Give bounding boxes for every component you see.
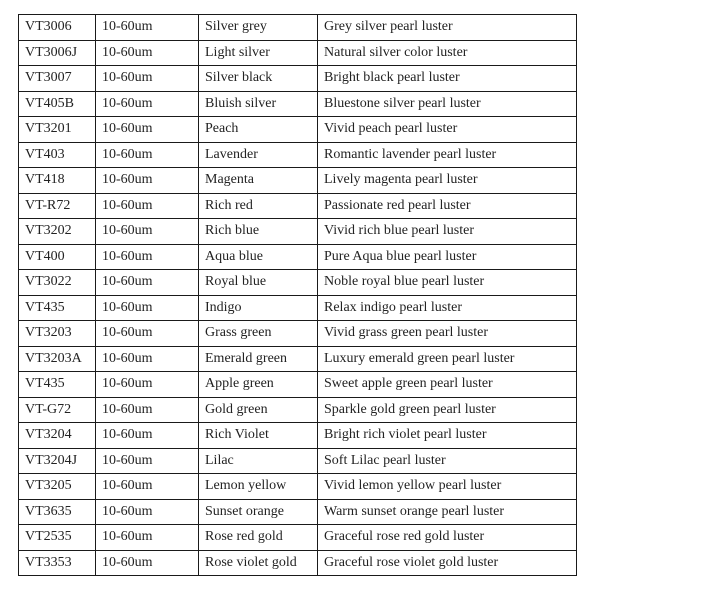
color-name-cell: Silver black (199, 66, 318, 92)
luster-description-cell: Vivid grass green pearl luster (318, 321, 577, 347)
color-name-cell: Indigo (199, 295, 318, 321)
color-name-cell: Rose violet gold (199, 550, 318, 576)
table-row (19, 295, 577, 321)
luster-description-cell: Graceful rose violet gold luster (318, 550, 577, 576)
color-name-cell: Lemon yellow (199, 474, 318, 500)
table-row (19, 474, 577, 500)
table-row (19, 193, 577, 219)
table-row (19, 550, 577, 576)
luster-description-cell: Bluestone silver pearl luster (318, 91, 577, 117)
color-name-cell: Rose red gold (199, 525, 318, 551)
luster-description-cell: Bright rich violet pearl luster (318, 423, 577, 449)
particle-size-cell: 10-60um (96, 448, 199, 474)
particle-size-cell: 10-60um (96, 193, 199, 219)
table-row (19, 244, 577, 270)
pigment-table-body (19, 15, 577, 576)
luster-description-cell: Grey silver pearl luster (318, 15, 577, 41)
color-name-cell: Royal blue (199, 270, 318, 296)
product-code-cell: VT3204J (19, 448, 96, 474)
luster-description-cell: Pure Aqua blue pearl luster (318, 244, 577, 270)
luster-description-cell: Luxury emerald green pearl luster (318, 346, 577, 372)
color-name-cell: Rich red (199, 193, 318, 219)
table-row (19, 40, 577, 66)
particle-size-cell: 10-60um (96, 219, 199, 245)
product-code-cell: VT3353 (19, 550, 96, 576)
color-name-cell: Light silver (199, 40, 318, 66)
product-code-cell: VT3007 (19, 66, 96, 92)
product-code-cell: VT-R72 (19, 193, 96, 219)
product-code-cell: VT3204 (19, 423, 96, 449)
product-code-cell: VT405B (19, 91, 96, 117)
particle-size-cell: 10-60um (96, 40, 199, 66)
pigment-table (18, 14, 577, 576)
table-row (19, 397, 577, 423)
table-row (19, 372, 577, 398)
product-code-cell: VT3205 (19, 474, 96, 500)
table-row (19, 168, 577, 194)
particle-size-cell: 10-60um (96, 423, 199, 449)
luster-description-cell: Vivid lemon yellow pearl luster (318, 474, 577, 500)
color-name-cell: Grass green (199, 321, 318, 347)
particle-size-cell: 10-60um (96, 15, 199, 41)
particle-size-cell: 10-60um (96, 142, 199, 168)
particle-size-cell: 10-60um (96, 117, 199, 143)
particle-size-cell: 10-60um (96, 66, 199, 92)
particle-size-cell: 10-60um (96, 168, 199, 194)
luster-description-cell: Vivid peach pearl luster (318, 117, 577, 143)
color-name-cell: Gold green (199, 397, 318, 423)
luster-description-cell: Natural silver color luster (318, 40, 577, 66)
luster-description-cell: Relax indigo pearl luster (318, 295, 577, 321)
product-code-cell: VT3203 (19, 321, 96, 347)
product-code-cell: VT403 (19, 142, 96, 168)
color-name-cell: Magenta (199, 168, 318, 194)
luster-description-cell: Lively magenta pearl luster (318, 168, 577, 194)
product-code-cell: VT3201 (19, 117, 96, 143)
product-code-cell: VT-G72 (19, 397, 96, 423)
luster-description-cell: Noble royal blue pearl luster (318, 270, 577, 296)
luster-description-cell: Graceful rose red gold luster (318, 525, 577, 551)
color-name-cell: Aqua blue (199, 244, 318, 270)
product-code-cell: VT400 (19, 244, 96, 270)
table-row (19, 142, 577, 168)
luster-description-cell: Sparkle gold green pearl luster (318, 397, 577, 423)
product-code-cell: VT3203A (19, 346, 96, 372)
table-row (19, 321, 577, 347)
product-code-cell: VT2535 (19, 525, 96, 551)
table-row (19, 15, 577, 41)
particle-size-cell: 10-60um (96, 372, 199, 398)
color-name-cell: Apple green (199, 372, 318, 398)
particle-size-cell: 10-60um (96, 550, 199, 576)
table-row (19, 346, 577, 372)
luster-description-cell: Passionate red pearl luster (318, 193, 577, 219)
particle-size-cell: 10-60um (96, 295, 199, 321)
color-name-cell: Rich blue (199, 219, 318, 245)
particle-size-cell: 10-60um (96, 525, 199, 551)
particle-size-cell: 10-60um (96, 499, 199, 525)
color-name-cell: Rich Violet (199, 423, 318, 449)
table-row (19, 66, 577, 92)
product-code-cell: VT3006J (19, 40, 96, 66)
product-code-cell: VT3202 (19, 219, 96, 245)
color-name-cell: Lavender (199, 142, 318, 168)
particle-size-cell: 10-60um (96, 321, 199, 347)
luster-description-cell: Romantic lavender pearl luster (318, 142, 577, 168)
table-row (19, 117, 577, 143)
product-code-cell: VT3022 (19, 270, 96, 296)
particle-size-cell: 10-60um (96, 474, 199, 500)
table-row (19, 270, 577, 296)
particle-size-cell: 10-60um (96, 397, 199, 423)
product-code-cell: VT418 (19, 168, 96, 194)
table-row (19, 219, 577, 245)
color-name-cell: Peach (199, 117, 318, 143)
table-row (19, 448, 577, 474)
color-name-cell: Silver grey (199, 15, 318, 41)
table-row (19, 91, 577, 117)
product-code-cell: VT435 (19, 372, 96, 398)
particle-size-cell: 10-60um (96, 346, 199, 372)
product-code-cell: VT3635 (19, 499, 96, 525)
luster-description-cell: Sweet apple green pearl luster (318, 372, 577, 398)
luster-description-cell: Vivid rich blue pearl luster (318, 219, 577, 245)
product-code-cell: VT3006 (19, 15, 96, 41)
luster-description-cell: Warm sunset orange pearl luster (318, 499, 577, 525)
particle-size-cell: 10-60um (96, 91, 199, 117)
color-name-cell: Lilac (199, 448, 318, 474)
product-code-cell: VT435 (19, 295, 96, 321)
table-row (19, 525, 577, 551)
color-name-cell: Sunset orange (199, 499, 318, 525)
color-name-cell: Emerald green (199, 346, 318, 372)
luster-description-cell: Soft Lilac pearl luster (318, 448, 577, 474)
particle-size-cell: 10-60um (96, 244, 199, 270)
table-row (19, 499, 577, 525)
table-row (19, 423, 577, 449)
color-name-cell: Bluish silver (199, 91, 318, 117)
luster-description-cell: Bright black pearl luster (318, 66, 577, 92)
particle-size-cell: 10-60um (96, 270, 199, 296)
